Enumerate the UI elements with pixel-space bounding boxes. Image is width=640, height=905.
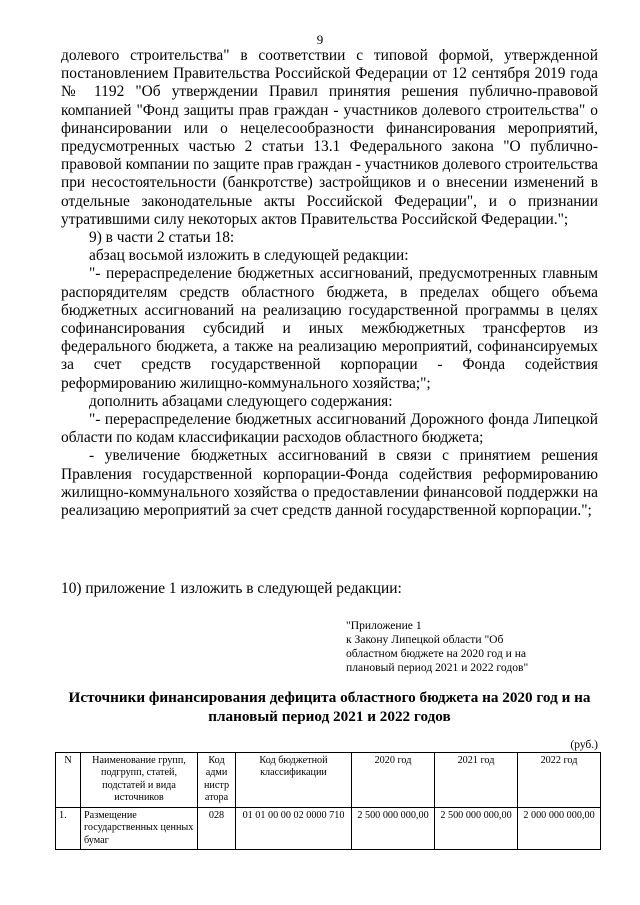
law-text <box>61 47 598 520</box>
col-header-budget-code: Код бюджетной классификации <box>236 753 352 808</box>
table-title: Источники финансирования дефицита областного бюджета на 2020 год и на плановый период 2021 и 2022 годов <box>68 689 591 725</box>
cell-2022: 2 000 000 000,00 <box>518 808 601 850</box>
paragraph: долевого строительства" в соответствии с типовой формой, утвержденной постановлением Правительства Российской Федерации от 12 сентября 2019 года № 1192 "Об утверждении Правил принятия решения публично-правовой компанией "Фонд защиты прав граждан - участников долевого строительства" о финансировании или о нецелесообразности финансирования мероприятий, предусмотренных частью 2 статьи 13.1 Федерального закона "О публично-правовой компании по защите прав граждан - участников долевого строительства при несостоятельности (банкротстве) застройщиков и о внесении изменений в отдельные законодательные акты Российской Федерации", и о признании утратившими силу некоторых актов Правительства Российской Федерации."; <box>61 47 598 228</box>
financing-sources-table <box>55 752 601 850</box>
appendix-note-line: "Приложение 1 <box>346 619 422 632</box>
paragraph: "- перераспределение бюджетных ассигнований Дорожного фонда Липецкой области по кодам классификации расходов областного бюджета; <box>61 411 598 447</box>
paragraph: дополнить абзацами следующего содержания: <box>89 392 393 410</box>
paragraph: "- перераспределение бюджетных ассигнований, предусмотренных главным распорядителям средств областного бюджета, в пределах общего объема бюджетных ассигнований на реализацию государственной программы в целях софинансирования субсидий и иных межбюджетных трансфертов из федерального бюджета, а также на реализацию мероприятий, софинансируемых за счет средств государственной корпорации - Фонда содействия реформированию жилищно-коммунального хозяйства;"; <box>61 265 598 392</box>
appendix-note-line: областном бюджете на 2020 год и на <box>346 647 527 660</box>
col-header-admin-code: Код адми нистр атора <box>198 753 236 808</box>
cell-admin-code: 028 <box>198 808 236 850</box>
paragraph: абзац восьмой изложить в следующей редакции: <box>89 247 409 265</box>
cell-n: 1. <box>56 808 81 850</box>
paragraph: - увеличение бюджетных ассигнований в связи с принятием решения Правления государственной корпорации-Фонда содействия реформированию жилищно-коммунального хозяйства о предоставлении финансовой поддержки на реализацию мероприятий за счет средств данной государственной корпорации."; <box>61 447 598 520</box>
item-10: 10) приложение 1 изложить в следующей редакции: <box>61 580 402 597</box>
appendix-note-line: плановый период 2021 и 2022 годов" <box>346 661 529 674</box>
paragraph: 9) в части 2 статьи 18: <box>89 229 235 247</box>
col-header-name: Наименование групп, подгрупп, статей, подстатей и вида источников <box>81 753 198 808</box>
page-number: 9 <box>316 32 324 47</box>
cell-2020: 2 500 000 000,00 <box>352 808 435 850</box>
col-header-n: N <box>56 753 81 808</box>
cell-budget-code: 01 01 00 00 02 0000 710 <box>236 808 352 850</box>
units-label: (руб.) <box>570 739 598 751</box>
col-header-2020: 2020 год <box>352 753 435 808</box>
appendix-note <box>346 619 586 675</box>
table-row <box>56 808 601 850</box>
table-header-row <box>56 753 601 808</box>
appendix-note-line: к Закону Липецкой области "Об <box>346 633 504 646</box>
col-header-2022: 2022 год <box>518 753 601 808</box>
cell-name: Размещение государственных ценных бумаг <box>81 808 198 850</box>
cell-2021: 2 500 000 000,00 <box>435 808 518 850</box>
col-header-2021: 2021 год <box>435 753 518 808</box>
